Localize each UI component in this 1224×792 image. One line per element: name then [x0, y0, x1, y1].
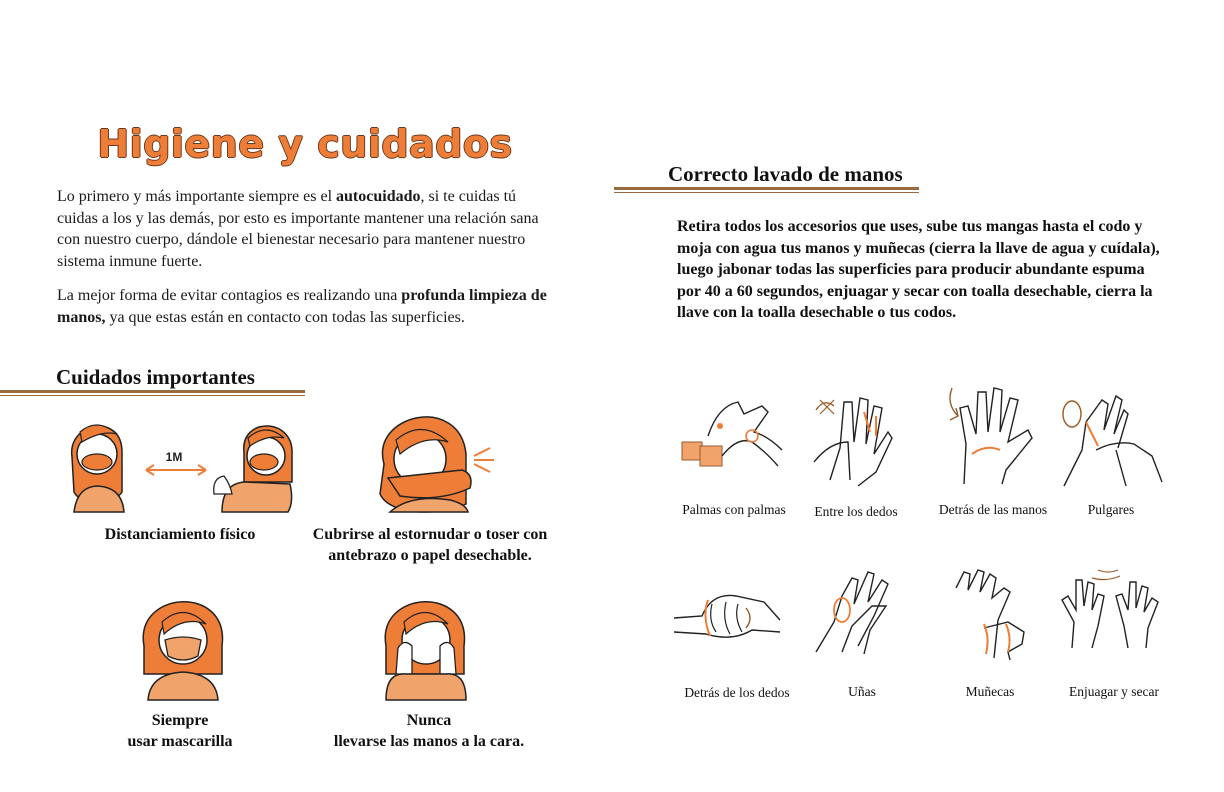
back-of-hands-icon — [942, 384, 1038, 488]
care-caption-no-touch: Nunca llevarse las manos a la cara. — [333, 712, 525, 750]
distance-arrow-icon — [146, 465, 206, 475]
cuidados-rule-thin — [0, 395, 305, 396]
care-caption-sneeze: Cubrirse al estornudar o toser con antebrazo o papel desechable. — [312, 526, 548, 564]
lavado-instructions: Retira todos los accesorios que uses, sube tus mangas hasta el codo y moja con agua tus manos y muñecas (cierra la llave de agua y cuídala), luego jabonar todas las superficies para producir abundante espuma por 40 a 60 segundos, enjuagar y secar con toalla desechable, cierra la llave con la toalla desechable o tus codos. — [677, 218, 1160, 321]
step-label-thumbs: Pulgares — [1087, 502, 1135, 517]
back-of-fingers-icon — [672, 586, 784, 646]
lavado-heading: Correcto lavado de manos — [668, 162, 903, 186]
thumbs-icon — [1056, 390, 1168, 490]
person-right-icon — [214, 426, 292, 512]
distancing-illustration — [62, 412, 302, 518]
rinse-dry-icon — [1058, 566, 1162, 652]
mask-illustration — [138, 586, 228, 702]
step-label-rinse-dry: Enjuagar y secar — [1069, 684, 1159, 699]
autocuidado-emphasis: autocuidado — [336, 188, 421, 205]
limpieza-emphasis: profunda limpieza de manos, — [57, 287, 547, 326]
step-label-between-fingers: Entre los dedos — [814, 504, 898, 519]
sneeze-lines-icon — [474, 448, 494, 472]
person-left-icon — [72, 425, 124, 512]
handwashing-paragraph: La mejor forma de evitar contagios es realizando una profunda limpieza de manos, ya que estas están en contacto con todas las superficies. — [57, 287, 547, 326]
cuidados-rule — [0, 390, 305, 393]
step-label-back-hands: Detrás de las manos — [938, 502, 1048, 517]
cuidados-heading: Cuidados importantes — [56, 365, 255, 389]
step-label-palms: Palmas con palmas — [682, 502, 786, 517]
wrists-icon — [950, 568, 1032, 662]
care-caption-distancing: Distanciamiento físico — [104, 526, 256, 543]
step-label-back-fingers: Detrás de los dedos — [684, 685, 790, 700]
page-title: Higiene y cuidados — [97, 122, 513, 166]
lavado-rule — [614, 187, 919, 190]
sneeze-illustration — [370, 404, 500, 516]
nails-icon — [812, 566, 894, 656]
intro-paragraph: Lo primero y más importante siempre es el autocuidado, si te cuidas tú cuidas a los y las demás, por esto es importante mantener una relación sana con nuestro cuerpo, dándole el bienestar necesario para mantener nuestro sistema inmune fuerte. — [57, 188, 539, 270]
distance-label: 1M — [165, 450, 183, 464]
step-label-wrists: Muñecas — [965, 684, 1015, 699]
care-caption-mask: Siempre usar mascarilla — [127, 712, 233, 750]
no-touch-face-illustration — [376, 586, 476, 702]
step-label-nails: Uñas — [848, 684, 876, 699]
palms-icon — [678, 396, 788, 474]
lavado-rule-thin — [614, 192, 919, 193]
between-fingers-icon — [810, 392, 896, 488]
